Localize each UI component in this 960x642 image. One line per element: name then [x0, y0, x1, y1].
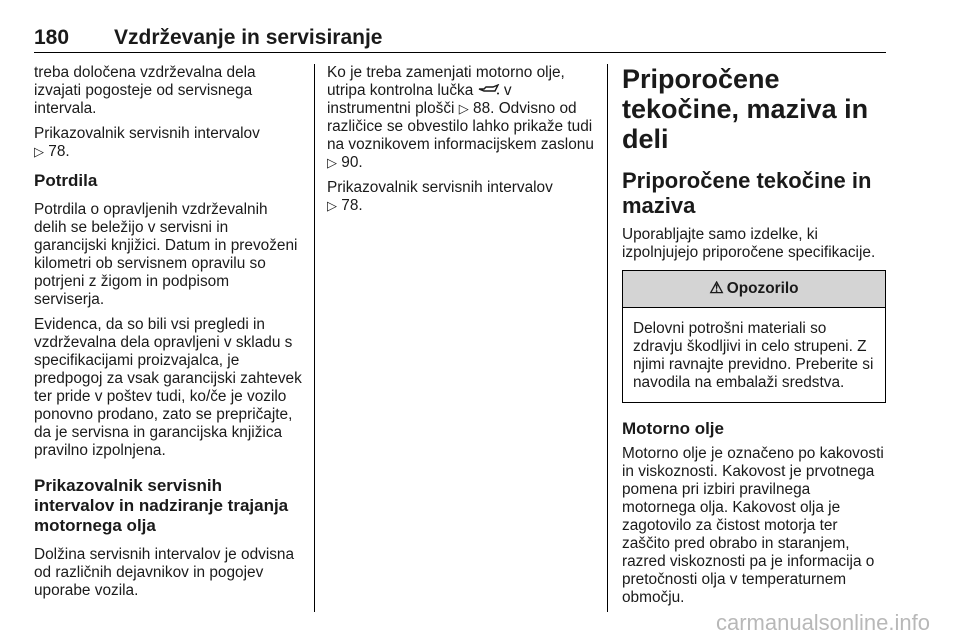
reference-arrow-icon: ▷: [458, 101, 469, 116]
warning-triangle-icon: ⚠: [709, 280, 724, 297]
paragraph: Motorno olje je označeno po kakovosti in viskoznosti. Kakovost je prvotnega pomena pri izbiri pravilnega motornega olja. Kakovost olja je zagotovilo za čistost motorja ter zaščito pred obrabo in staranjem, razred viskoznosti pa je informacija o pretočnosti olja v temperaturnem območju.: [622, 445, 884, 606]
reference-arrow-icon: ▷: [34, 144, 44, 159]
paragraph: treba določena vzdrževalna dela izvajati pogosteje od servisnega intervala.: [34, 64, 256, 117]
paragraph: Potrdila o opravljenih vzdrževalnih delih se beležijo v servisni in garancijski knjižici. Datum in prevoženi kilometri ob servisnem opravilu so potrjeni z žigom in podpisom serviserja.: [34, 201, 298, 308]
page-reference[interactable]: 78.: [341, 197, 363, 214]
page-number: 180: [34, 26, 70, 49]
paragraph: Evidenca, da so bili vsi pregledi in vzdrževalna dela opravljeni v skladu s specifikacijami proizvajalca, je predpogoj za vsak garancijski zahtevek ter pride v poštev tudi, ko/če je vozilo ponovno prodano, zato se prepričajte, da je servisna in garancijska knjižica pravilno izpolnjena.: [34, 316, 302, 459]
column-divider-1: [314, 64, 315, 612]
paragraph: Ko je treba zamenjati motorno olje, utripa kontrolna lučka v instrumentni plošči ▷ 88. Odvisno od različice se obvestilo lahko prikaže tudi na voznikovem informacijskem zaslonu ▷ 90.: [327, 64, 594, 171]
warning-title: Opozorilo: [726, 280, 799, 297]
warning-text: Delovni potrošni materiali so zdravju škodljivi in celo strupeni. Z njimi ravnajte previdno. Preberite si navodila na embalaži sredstva.: [633, 320, 874, 391]
section-title: Priporočene tekočine, maziva in deli: [622, 64, 869, 154]
column-3: [622, 64, 886, 614]
heading-engine-oil: Motorno olje: [622, 419, 724, 438]
column-divider-2: [607, 64, 608, 612]
chapter-title: Vzdrževanje in servisiranje: [114, 26, 383, 49]
watermark: carmanualsonline.info: [715, 610, 930, 635]
heading-service-interval: Prikazovalnik servisnih intervalov in nadziranje trajanja motornega olja: [34, 476, 289, 535]
page-header: [34, 26, 886, 52]
page-reference[interactable]: 90.: [341, 154, 363, 171]
paragraph: Uporabljajte samo izdelke, ki izpolnjujejo priporočene specifikacije.: [622, 226, 876, 261]
paragraph-reference: Prikazovalnik servisnih intervalov ▷ 78.: [34, 125, 260, 160]
column-2: [327, 64, 597, 222]
reference-arrow-icon: ▷: [327, 155, 337, 170]
heading-potrdila: Potrdila: [34, 171, 98, 190]
page-reference[interactable]: 78.: [48, 143, 70, 160]
paragraph: Dolžina servisnih intervalov je odvisna od različnih dejavnikov in pogojev uporabe vozila.: [34, 546, 295, 599]
paragraph-reference: Prikazovalnik servisnih intervalov ▷ 78.: [327, 179, 553, 214]
subsection-title: Priporočene tekočine in maziva: [622, 168, 872, 218]
header-rule: [34, 52, 886, 53]
warning-box: [622, 270, 886, 403]
column-1: [34, 64, 302, 607]
oil-pressure-lamp-icon: [478, 82, 500, 100]
reference-arrow-icon: ▷: [327, 198, 337, 213]
warning-header: [623, 271, 885, 308]
